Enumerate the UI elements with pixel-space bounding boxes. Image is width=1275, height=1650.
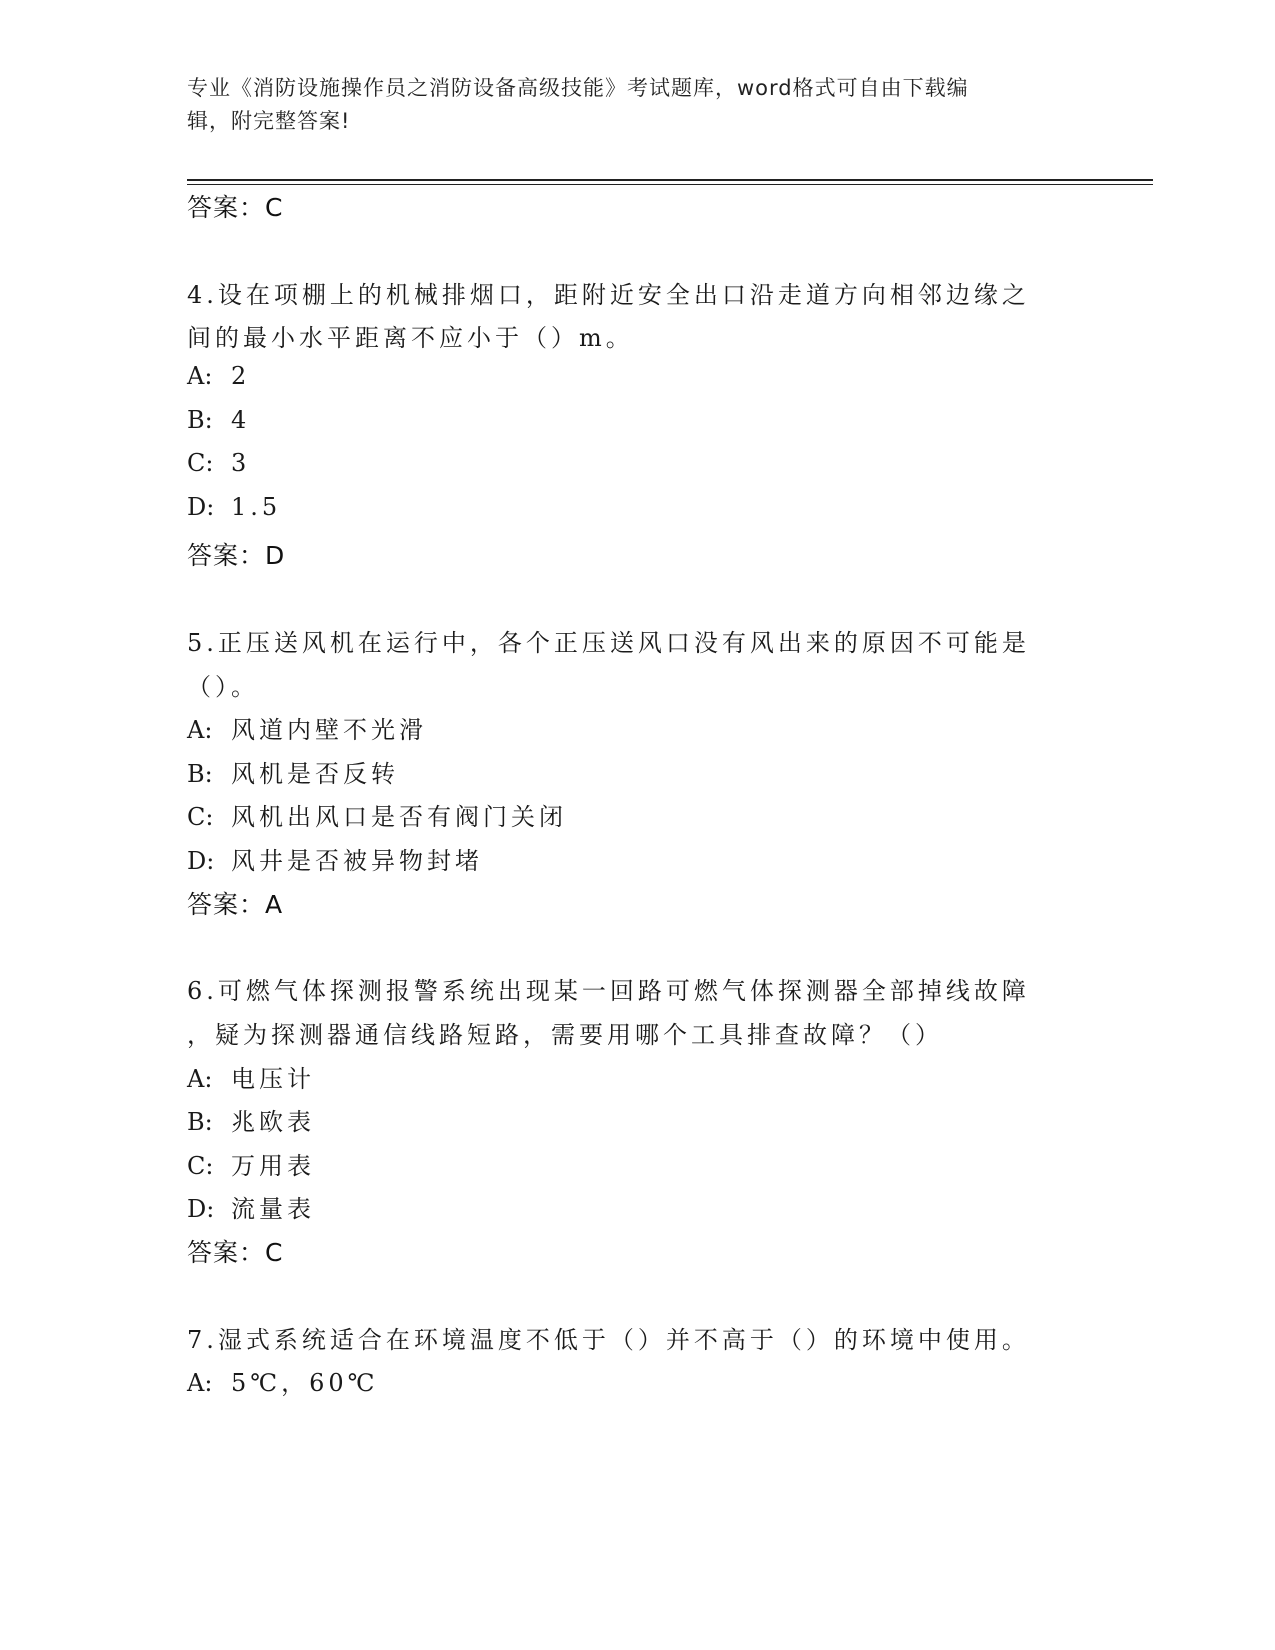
option-text: 兆欧表 — [231, 1108, 315, 1136]
option-text: 风机出风口是否有阀门关闭 — [231, 803, 567, 831]
header-rule-thin — [187, 184, 1153, 185]
option-text: 风道内壁不光滑 — [231, 716, 427, 744]
answer-prev: 答案：C — [187, 193, 284, 222]
q5-option-d — [187, 841, 483, 876]
option-text: 万用表 — [231, 1152, 315, 1180]
option-text: 风机是否反转 — [231, 760, 399, 788]
q4-option-d — [187, 493, 281, 521]
q4-option-b — [187, 406, 250, 434]
q7-option-a — [187, 1363, 379, 1398]
option-text: 风井是否被异物封堵 — [231, 847, 483, 875]
q6-option-b — [187, 1102, 315, 1137]
q5-stem-line2: （）。 — [187, 673, 259, 701]
option-text: 5℃，60℃ — [231, 1369, 379, 1397]
header-note-line2: 辑，附完整答案! — [187, 109, 351, 133]
q5-stem-line1: 5.正压送风机在运行中，各个正压送风口没有风出来的原因不可能是 — [187, 629, 1030, 657]
q5-option-a — [187, 710, 427, 745]
option-key: C: — [187, 803, 214, 831]
option-text: 流量表 — [231, 1195, 315, 1223]
q6-option-d — [187, 1189, 315, 1224]
q4-answer: 答案：D — [187, 541, 286, 570]
q6-option-a — [187, 1059, 315, 1094]
option-text: 2 — [231, 362, 251, 390]
option-key: A: — [187, 1369, 213, 1397]
option-key: A: — [187, 362, 213, 390]
option-key: C: — [187, 1152, 214, 1180]
q6-stem-line1: 6.可燃气体探测报警系统出现某一回路可燃气体探测器全部掉线故障 — [187, 977, 1030, 1005]
header-rule-thick — [187, 179, 1153, 181]
option-text: 1.5 — [231, 493, 282, 521]
option-key: D: — [187, 847, 215, 875]
option-key: D: — [187, 1195, 215, 1223]
q6-option-c — [187, 1146, 315, 1181]
option-key: C: — [187, 449, 214, 477]
q4-option-a — [187, 362, 250, 390]
q5-answer: 答案：A — [187, 890, 284, 919]
q4-stem-line1: 4.设在项棚上的机械排烟口，距附近安全出口沿走道方向相邻边缘之 — [187, 281, 1030, 309]
header-note — [187, 72, 1067, 138]
q4-option-c — [187, 449, 250, 477]
q7-stem-line1: 7.湿式系统适合在环境温度不低于（）并不高于（）的环境中使用。 — [187, 1326, 1030, 1354]
option-key: B: — [187, 406, 213, 434]
q5-option-c — [187, 797, 567, 832]
option-key: B: — [187, 1108, 213, 1136]
option-key: B: — [187, 760, 213, 788]
option-text: 3 — [231, 449, 251, 477]
option-key: D: — [187, 493, 215, 521]
header-note-line1: 专业《消防设施操作员之消防设备高级技能》考试题库，word格式可自由下载编 — [187, 76, 969, 100]
option-text: 4 — [231, 406, 251, 434]
q6-stem-line2: ，疑为探测器通信线路短路，需要用哪个工具排查故障？（） — [187, 1021, 943, 1049]
option-text: 电压计 — [231, 1065, 315, 1093]
option-key: A: — [187, 1065, 213, 1093]
q6-answer: 答案：C — [187, 1238, 284, 1267]
option-key: A: — [187, 716, 213, 744]
q5-option-b — [187, 754, 399, 789]
q4-stem-line2: 间的最小水平距离不应小于（）m。 — [187, 324, 634, 352]
